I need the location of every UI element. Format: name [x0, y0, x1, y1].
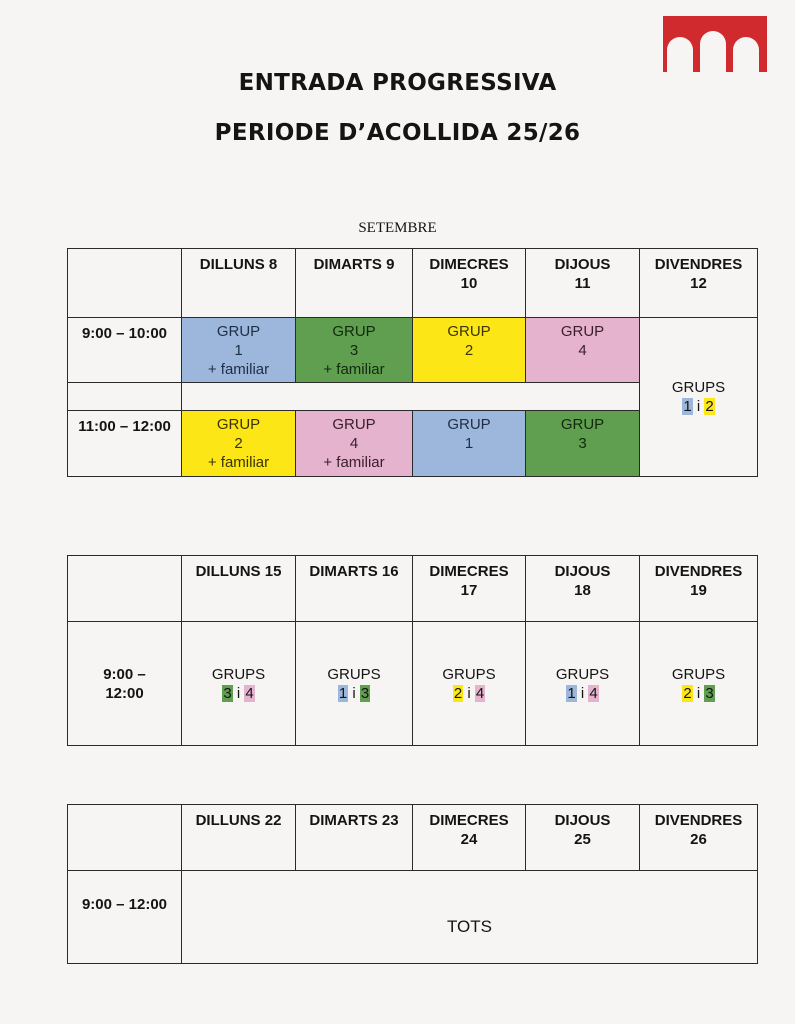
slot-row [68, 871, 758, 964]
week-3-table [67, 804, 758, 964]
day-header: DIJOUS 25 [526, 805, 640, 871]
group-cell: GRUP 3 [526, 411, 640, 477]
slot-row [68, 622, 758, 746]
time-slot: 9:00 – 12:00 [68, 622, 182, 746]
break-time-cell [68, 383, 182, 411]
groups-cell: GRUPS 2 i 3 [640, 622, 758, 746]
groups-cell: GRUPS 2 i 4 [413, 622, 526, 746]
group-cell: GRUP 1 + familiar [182, 318, 296, 383]
empty-corner [68, 805, 182, 871]
week-2-table [67, 555, 758, 746]
arches-logo-icon [663, 16, 767, 72]
day-header: DIMECRES 17 [413, 556, 526, 622]
group-cell: GRUP 4 [526, 318, 640, 383]
day-header: DIMECRES 10 [413, 249, 526, 318]
groups-cell: GRUPS 1 i 3 [296, 622, 413, 746]
group-cell: GRUP 3 + familiar [296, 318, 413, 383]
groups-cell: GRUPS 1 i 4 [526, 622, 640, 746]
empty-corner [68, 556, 182, 622]
day-header: DIVENDRES 19 [640, 556, 758, 622]
friday-groups-cell: GRUPS 1 i 2 [640, 318, 758, 477]
month-label: SETEMBRE [358, 220, 437, 236]
time-slot-1: 9:00 – 10:00 [68, 318, 182, 383]
day-header: DILLUNS 22 [182, 805, 296, 871]
header-row [68, 249, 758, 318]
week-1-table [67, 248, 758, 477]
title-line-1: ENTRADA PROGRESSIVA [238, 70, 557, 96]
empty-corner [68, 249, 182, 318]
all-groups-cell: TOTS [182, 871, 758, 964]
day-header: DIMARTS 9 [296, 249, 413, 318]
time-slot-2: 11:00 – 12:00 [68, 411, 182, 477]
day-header: DIJOUS 11 [526, 249, 640, 318]
group-cell: GRUP 1 [413, 411, 526, 477]
break-cell [182, 383, 640, 411]
day-header: DILLUNS 15 [182, 556, 296, 622]
groups-cell: GRUPS 3 i 4 [182, 622, 296, 746]
day-header: DIVENDRES 26 [640, 805, 758, 871]
day-header: DIMARTS 23 [296, 805, 413, 871]
time-slot: 9:00 – 12:00 [68, 871, 182, 964]
day-header: DIMECRES 24 [413, 805, 526, 871]
day-header: DIMARTS 16 [296, 556, 413, 622]
slot-1-row [68, 318, 758, 383]
day-header: DIJOUS 18 [526, 556, 640, 622]
group-cell: GRUP 2 [413, 318, 526, 383]
day-header: DILLUNS 8 [182, 249, 296, 318]
group-cell: GRUP 2 + familiar [182, 411, 296, 477]
group-cell: GRUP 4 + familiar [296, 411, 413, 477]
day-header: DIVENDRES 12 [640, 249, 758, 318]
header-row [68, 556, 758, 622]
title-line-2: PERIODE D’ACOLLIDA 25/26 [214, 120, 581, 146]
header-row [68, 805, 758, 871]
